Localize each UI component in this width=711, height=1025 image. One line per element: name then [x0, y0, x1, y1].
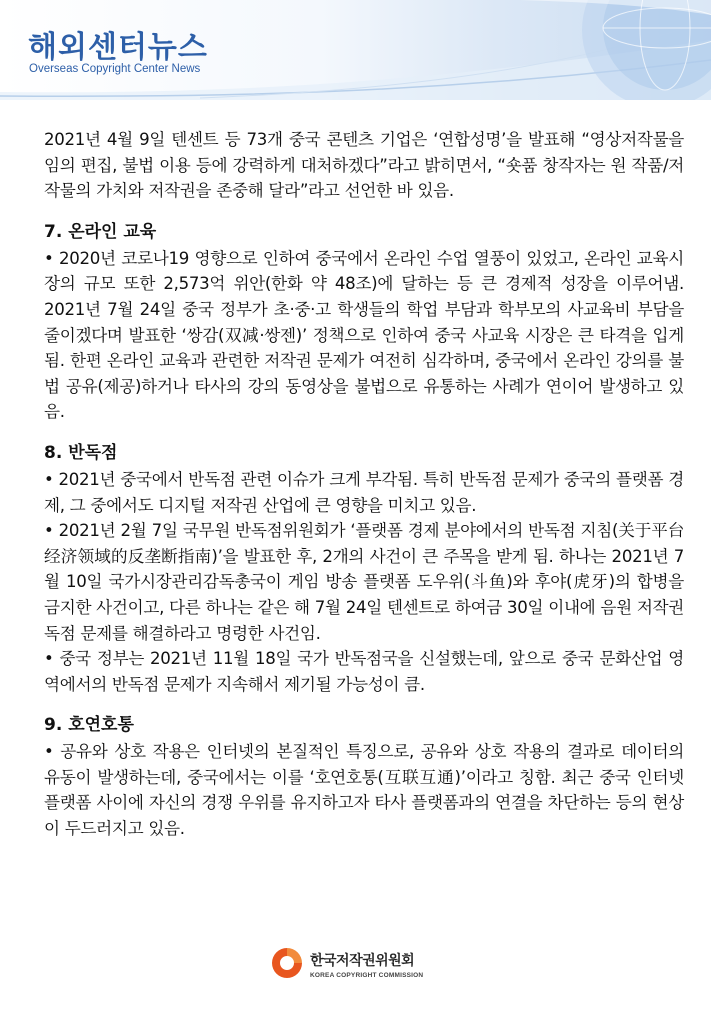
header-title: 해외센터뉴스	[28, 30, 208, 65]
bullet-antitrust-3: • 중국 정부는 2021년 11월 18일 국가 반독점국을 신설했는데, 앞으로 중국 문화산업 영역에서의 반독점 문제가 지속해서 제기될 가능성이 큼.	[44, 649, 684, 694]
section-heading-antitrust: 8. 반독점	[44, 442, 118, 463]
kcc-logo-icon	[270, 946, 304, 980]
intro-paragraph: 2021년 4월 9일 텐센트 등 73개 중국 콘텐츠 기업은 ‘연합성명’을 발표해 “영상저작물을 임의 편집, 불법 이용 등에 강력하게 대처하겠다”라고 밝히면서, “숏품 창작자는 원 작품/저작물의 가치와 저작권을 존중해 달라”라고 선언한 바 있음.	[44, 130, 684, 201]
page-header	[0, 0, 711, 100]
section-heading-interconnection: 9. 호연호통	[44, 715, 134, 736]
bullet-interconnection-1: • 공유와 상호 작용은 인터넷의 본질적인 특징으로, 공유와 상호 작용의 결과로 데이터의 유동이 발생하는데, 중국에서는 이를 ‘호연호통(互联互通)’이라고 칭함. 최근 중국 인터넷 플랫폼 사이에 자신의 경쟁 우위를 유지하고자 타사 플랫폼과의 연결을 차단하는 등의 현상이 두드러지고 있음.	[44, 742, 684, 839]
bullet-online-education-1: • 2020년 코로나19 영향으로 인하여 중국에서 온라인 수업 열풍이 있었고, 온라인 교육시장의 규모 또한 2,573억 위안(한화 약 48조)에 달하는 등 큰 경제적 성장을 이루어냄. 2021년 7월 24일 중국 정부가 초·중·고 학생들의 학업 부담과 학부모의 사교육비 부담을 줄이겠다며 발표한 ‘쌍감(双减·쌍젠)’ 정책으로 인하여 중국 사교육 시장은 큰 타격을 입게 됨. 한편 온라인 교육과 관련한 저작권 문제가 여전히 심각하며, 중국에서 온라인 강의를 불법 공유(제공)하거나 타사의 강의 동영상을 불법으로 유통하는 사례가 연이어 발생하고 있음.	[44, 248, 684, 422]
footer-org-name-en: KOREA COPYRIGHT COMMISSION	[310, 972, 424, 979]
bullet-antitrust-1: • 2021년 중국에서 반독점 관련 이슈가 크게 부각됨. 특히 반독점 문제가 중국의 플랫폼 경제, 그 중에서도 디지털 저작권 산업에 큰 영향을 미치고 있음.	[44, 469, 684, 515]
bullet-antitrust-2: • 2021년 2월 7일 국무원 반독점위원회가 ‘플랫폼 경제 분야에서의 반독점 지침(关于平台经济领域的反垄断指南)’을 발표한 후, 2개의 사건이 큰 주목을 받게 됨. 하나는 2021년 7월 10일 국가시장관리감독총국이 게임 방송 플랫폼 도우위(斗鱼)와 후야(虎牙)의 합병을 금지한 사건이고, 다른 하나는 같은 해 7월 24일 텐센트로 하여금 30일 이내에 음원 저작권 독점 문제를 해결하라고 명령한 사건임.	[44, 521, 685, 643]
footer-logo-block	[270, 946, 440, 988]
footer-org-name: 한국저작권위원회	[310, 953, 415, 969]
section-heading-online-education: 7. 온라인 교육	[44, 221, 157, 242]
article-body	[44, 127, 684, 842]
header-subtitle: Overseas Copyright Center News	[29, 63, 201, 75]
